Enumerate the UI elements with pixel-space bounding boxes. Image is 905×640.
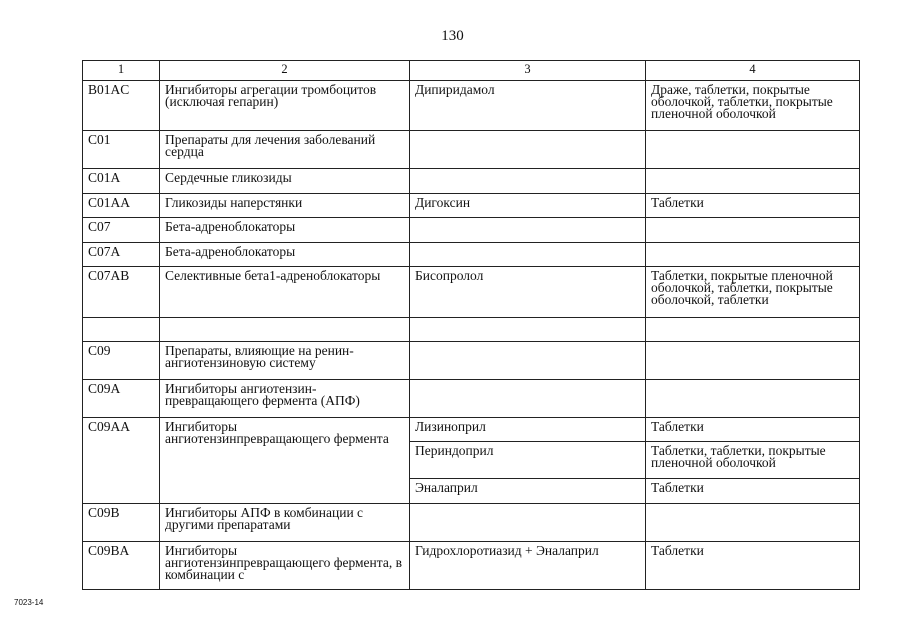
table-row (83, 218, 860, 243)
atc-code: C09BA (83, 542, 160, 590)
dosage-form (646, 243, 860, 267)
drug-name: Бисопролол (410, 267, 646, 318)
dosage-form: Таблетки (646, 194, 860, 218)
dosage-form: Таблетки (646, 418, 860, 442)
header-row (83, 61, 860, 81)
group-name: Препараты, влияющие на ренин-ангиотензиновую систему (160, 342, 410, 380)
dosage-form (646, 380, 860, 418)
table-row (83, 169, 860, 194)
header-col-3: 3 (410, 61, 646, 81)
group-name: Ингибиторы ангиотензин-превращающего фермента (АПФ) (160, 380, 410, 418)
table-row (83, 380, 860, 418)
dosage-form (646, 169, 860, 194)
header-col-4: 4 (646, 61, 860, 81)
group-name: Ингибиторы ангиотензинпревращающего фермента (160, 418, 410, 504)
atc-code: C09B (83, 504, 160, 542)
group-name: Препараты для лечения заболеваний сердца (160, 131, 410, 169)
drug-name (410, 318, 646, 342)
table-row (83, 81, 860, 131)
dosage-form (646, 218, 860, 243)
group-name: Гликозиды наперстянки (160, 194, 410, 218)
drug-name: Гидрохлоротиазид + Эналаприл (410, 542, 646, 590)
dosage-form: Таблетки (646, 542, 860, 590)
drug-name (410, 342, 646, 380)
group-name (160, 318, 410, 342)
dosage-form: Драже, таблетки, покрытые оболочкой, таблетки, покрытые пленочной оболочкой (646, 81, 860, 131)
group-name: Ингибиторы агрегации тромбоцитов (исключая гепарин) (160, 81, 410, 131)
table-row (83, 342, 860, 380)
drug-name: Эналаприл (410, 479, 646, 504)
atc-code: C01A (83, 169, 160, 194)
group-name: Ингибиторы ангиотензинпревращающего фермента, в комбинации с (160, 542, 410, 590)
drug-name (410, 131, 646, 169)
drug-table (82, 60, 860, 590)
table-row (83, 131, 860, 169)
drug-name: Дигоксин (410, 194, 646, 218)
drug-name: Периндоприл (410, 442, 646, 479)
empty-row (83, 318, 860, 342)
atc-code: C09 (83, 342, 160, 380)
atc-code: C09A (83, 380, 160, 418)
table-row (83, 418, 860, 442)
atc-code: C01AA (83, 194, 160, 218)
drug-name (410, 380, 646, 418)
header-col-1: 1 (83, 61, 160, 81)
group-name: Ингибиторы АПФ в комбинации с другими препаратами (160, 504, 410, 542)
group-name: Селективные бета1-адреноблокаторы (160, 267, 410, 318)
drug-name: Лизиноприл (410, 418, 646, 442)
table-row (83, 267, 860, 318)
group-name: Сердечные гликозиды (160, 169, 410, 194)
dosage-form (646, 131, 860, 169)
dosage-form: Таблетки, таблетки, покрытые пленочной оболочкой (646, 442, 860, 479)
atc-code: C09AA (83, 418, 160, 504)
page-number: 130 (441, 28, 464, 44)
header-col-2: 2 (160, 61, 410, 81)
dosage-form (646, 504, 860, 542)
table-row (83, 504, 860, 542)
group-name: Бета-адреноблокаторы (160, 218, 410, 243)
dosage-form (646, 318, 860, 342)
table-row (83, 243, 860, 267)
table-row (83, 542, 860, 590)
group-name: Бета-адреноблокаторы (160, 243, 410, 267)
atc-code: C07 (83, 218, 160, 243)
document-code: 7023-14 (14, 598, 44, 607)
atc-code: B01AC (83, 81, 160, 131)
atc-code: C07AB (83, 267, 160, 318)
atc-code (83, 318, 160, 342)
table-row (83, 194, 860, 218)
drug-name: Дипиридамол (410, 81, 646, 131)
dosage-form: Таблетки (646, 479, 860, 504)
drug-name (410, 169, 646, 194)
atc-code: C07A (83, 243, 160, 267)
dosage-form (646, 342, 860, 380)
drug-name (410, 243, 646, 267)
drug-name (410, 218, 646, 243)
drug-name (410, 504, 646, 542)
atc-code: C01 (83, 131, 160, 169)
dosage-form: Таблетки, покрытые пленочной оболочкой, таблетки, покрытые оболочкой, таблетки (646, 267, 860, 318)
